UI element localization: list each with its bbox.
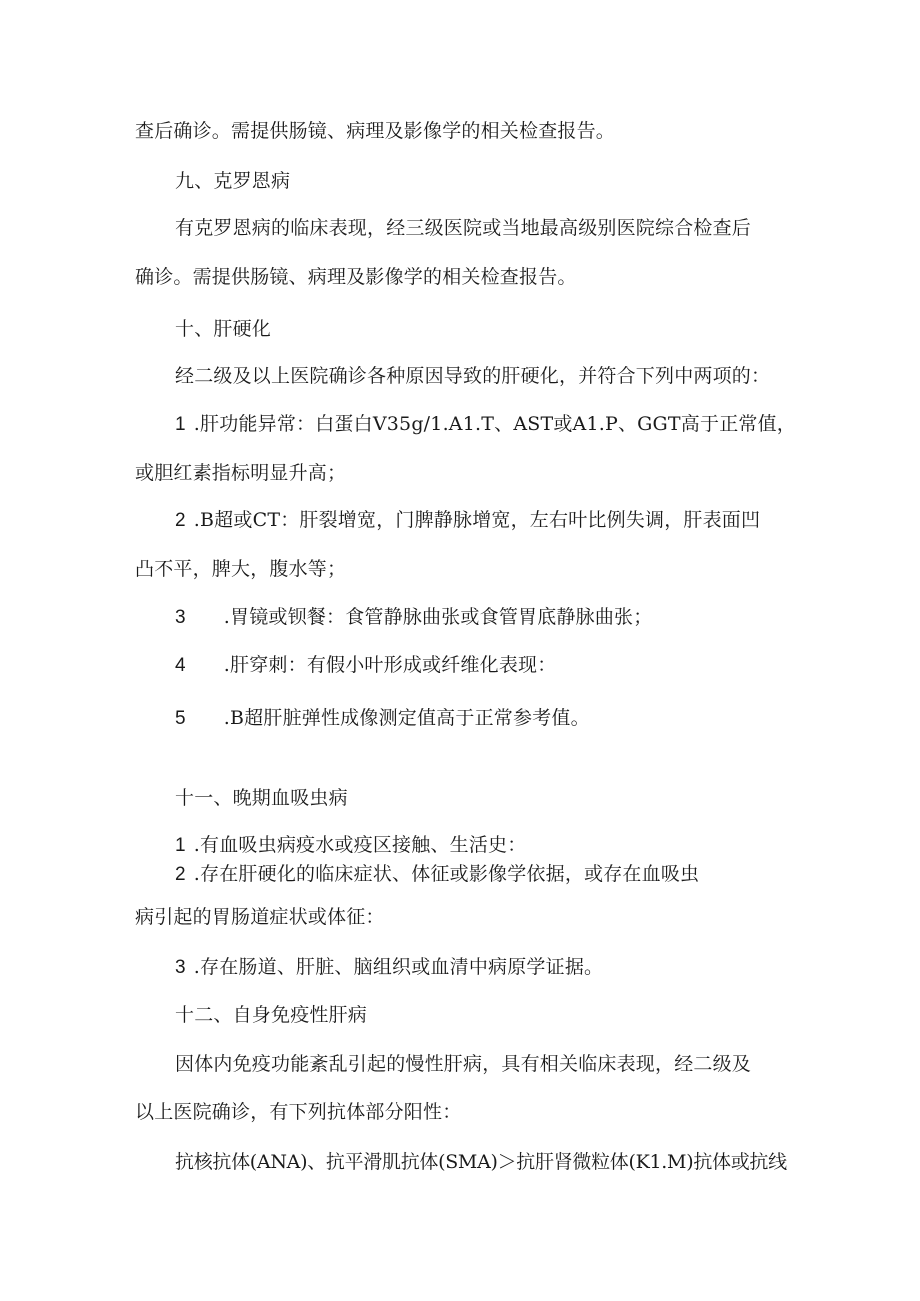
paragraph-line xyxy=(135,461,346,485)
paragraph-line xyxy=(175,1052,751,1076)
heading-text: 十二、自身免疫性肝病 xyxy=(175,1004,368,1026)
list-text: .肝功能异常：白蛋白V35g∕1.A1.T、AST或A1.P、GGT高于正常值， xyxy=(193,413,797,435)
list-number: 5 xyxy=(175,708,186,729)
list-item xyxy=(175,955,603,980)
paragraph-line xyxy=(135,265,577,289)
text: 查后确诊。需提供肠镜、病理及影像学的相关检查报告。 xyxy=(135,120,616,142)
paragraph-line xyxy=(135,119,615,143)
text: 确诊。需提供肠镜、病理及影像学的相关检查报告。 xyxy=(135,266,577,288)
list-number: 2 xyxy=(175,864,186,885)
list-text: .肝穿刺：有假小叶形成或纤维化表现： xyxy=(223,654,557,676)
list-number: 2 xyxy=(175,510,186,531)
section-heading-cirrhosis xyxy=(175,317,271,341)
heading-text: 十、肝硬化 xyxy=(175,318,272,340)
heading-text: 十一、晚期血吸虫病 xyxy=(175,787,348,809)
section-heading-autoimmune-liver xyxy=(175,1003,367,1027)
paragraph-line xyxy=(175,216,751,240)
list-item xyxy=(175,706,590,731)
text: 因体内免疫功能紊乱引起的慢性肝病，具有相关临床表现，经二级及 xyxy=(175,1053,752,1075)
list-text: .有血吸虫病疫水或疫区接触、生活史： xyxy=(193,834,527,856)
list-text: .胃镜或钡餐：食管静脉曲张或食管胃底静脉曲张； xyxy=(223,606,653,628)
list-item xyxy=(175,508,760,533)
list-number: 4 xyxy=(175,655,186,676)
paragraph-line xyxy=(135,905,385,929)
list-text: .B超或CT：肝裂增宽，门脾静脉增宽，左右叶比例失调，肝表面凹 xyxy=(193,509,761,531)
text: 抗核抗体(ANA)、抗平滑肌抗体(SMA)＞抗肝肾微粒体(K1.M)抗体或抗线 xyxy=(175,1151,787,1173)
list-text: .B超肝脏弹性成像测定值高于正常参考值。 xyxy=(223,707,590,729)
text: 有克罗恩病的临床表现，经三级医院或当地最高级别医院综合检查后 xyxy=(175,217,752,239)
text: 凸不平，脾大，腹水等； xyxy=(135,558,347,580)
list-number: 3 xyxy=(175,957,186,978)
list-number: 1 xyxy=(175,414,186,435)
list-number: 3 xyxy=(175,607,186,628)
list-item xyxy=(175,412,796,437)
paragraph-line xyxy=(135,1100,461,1124)
section-heading-schistosomiasis xyxy=(175,786,348,810)
text: 病引起的胃肠道症状或体征： xyxy=(135,906,385,928)
heading-text: 九、克罗恩病 xyxy=(175,170,291,192)
list-text: .存在肝硬化的临床症状、体征或影像学依据，或存在血吸虫 xyxy=(193,863,700,885)
paragraph-line xyxy=(175,1150,787,1174)
text: 以上医院确诊，有下列抗体部分阳性： xyxy=(135,1101,462,1123)
text: 或胆红素指标明显升高； xyxy=(135,462,347,484)
section-heading-crohns xyxy=(175,169,290,193)
paragraph-line xyxy=(135,557,346,581)
paragraph-line xyxy=(175,364,770,388)
list-text: .存在肠道、肝脏、脑组织或血清中病原学证据。 xyxy=(193,956,604,978)
text: 经二级及以上医院确诊各种原因导致的肝硬化，并符合下列中两项的： xyxy=(175,365,771,387)
list-number: 1 xyxy=(175,835,186,856)
list-item xyxy=(175,605,652,630)
list-item xyxy=(175,653,556,678)
list-item xyxy=(175,862,699,887)
list-item xyxy=(175,833,526,858)
